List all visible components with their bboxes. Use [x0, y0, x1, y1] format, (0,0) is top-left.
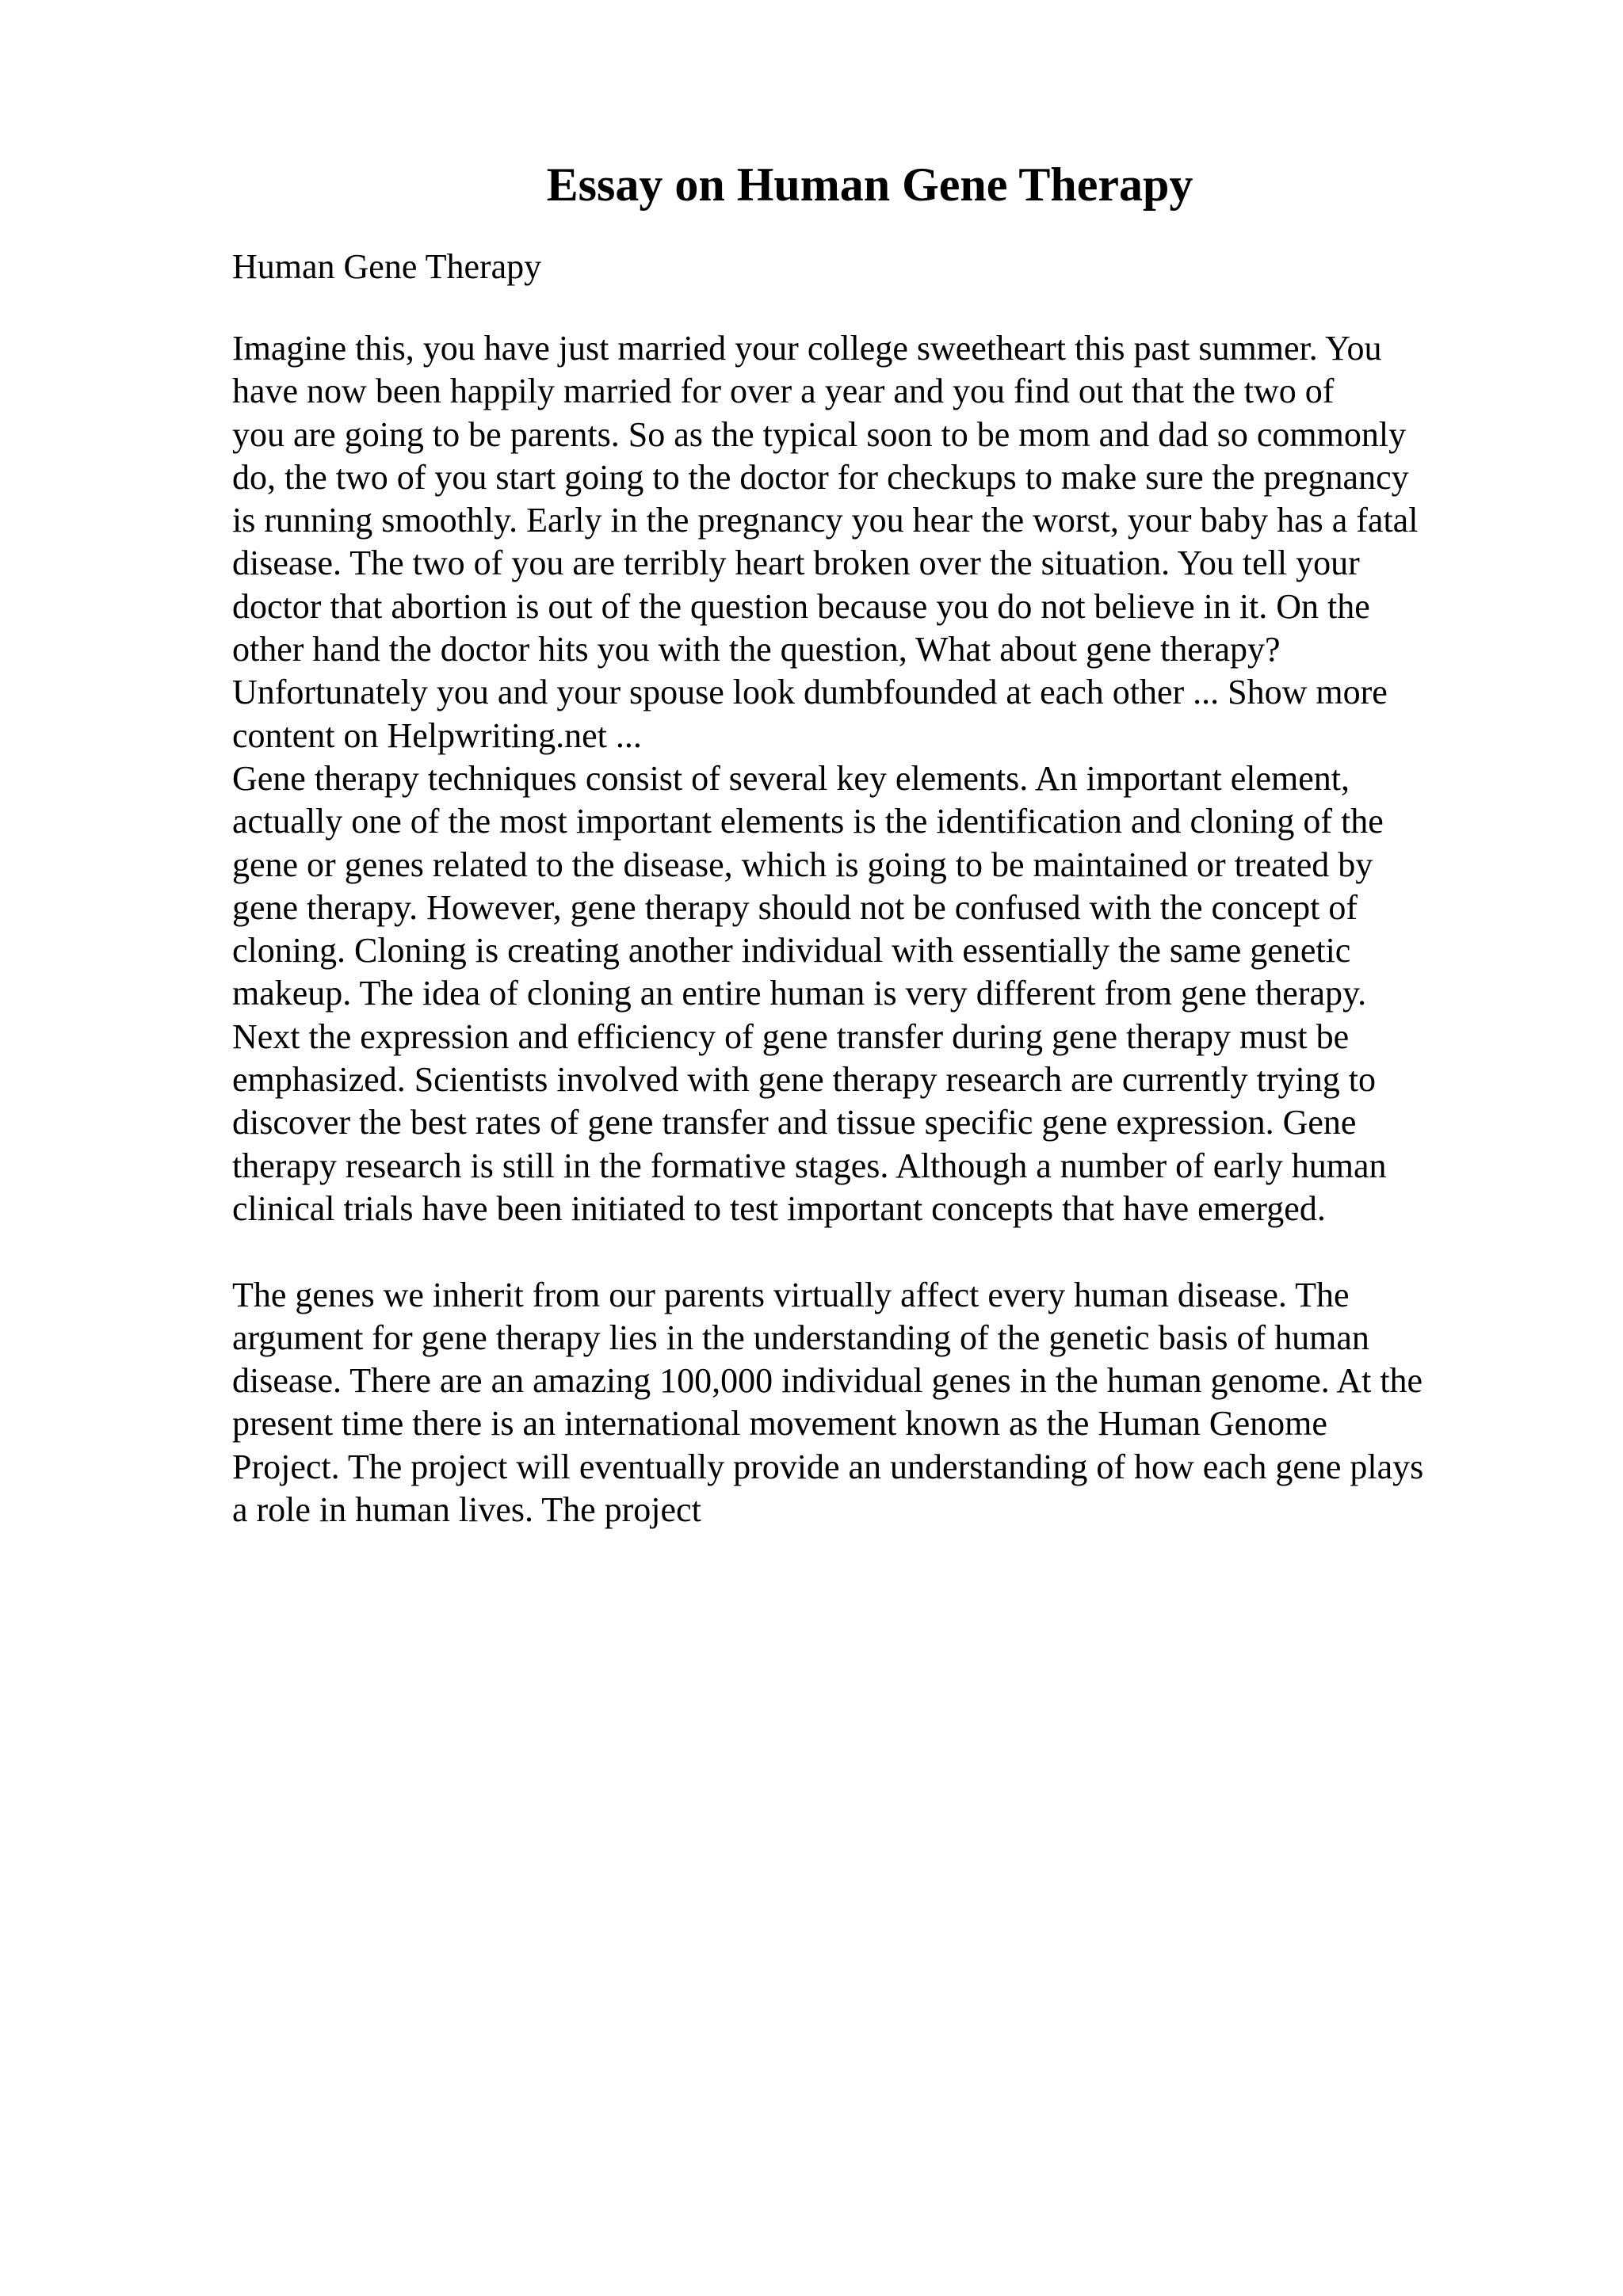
body-line: Next the expression and efficiency of gene transfer during gene therapy must be [232, 1016, 1350, 1056]
body-line: Unfortunately you and your spouse look dumbfounded at each other ... Show more [232, 673, 1388, 712]
document-title: Essay on Human Gene Therapy [546, 158, 1193, 211]
body-line: cloning. Cloning is creating another individual with essentially the same genetic [232, 931, 1351, 971]
body-line: The genes we inherit from our parents virtually affect every human disease. The [232, 1275, 1350, 1314]
body-line: is running smoothly. Early in the pregnancy you hear the worst, your baby has a fatal [232, 501, 1419, 540]
body-line: a role in human lives. The project [232, 1490, 701, 1530]
body-line: doctor that abortion is out of the question because you do not believe in it. On the [232, 586, 1370, 626]
body-line: argument for gene therapy lies in the understanding of the genetic basis of human [232, 1318, 1369, 1357]
paragraph-gap [232, 1230, 1579, 1273]
document-subtitle: Human Gene Therapy [232, 247, 542, 286]
body-line: disease. There are an amazing 100,000 individual genes in the human genome. At the [232, 1361, 1423, 1401]
body-line: actually one of the most important elements is the identification and cloning of the [232, 802, 1384, 841]
body-line: therapy research is still in the formative stages. Although a number of early human [232, 1146, 1387, 1185]
body-line: makeup. The idea of cloning an entire human is very different from gene therapy. [232, 974, 1367, 1013]
body-line: disease. The two of you are terribly heart broken over the situation. You tell your [232, 543, 1360, 583]
body-line: clinical trials have been initiated to test important concepts that have emerged. [232, 1188, 1326, 1228]
body-line: emphasized. Scientists involved with gene therapy research are currently trying to [232, 1060, 1376, 1100]
body-line: have now been happily married for over a year and you find out that the two of [232, 372, 1335, 411]
document-body [232, 327, 1579, 1531]
body-line: other hand the doctor hits you with the question, What about gene therapy? [232, 630, 1281, 669]
body-line: present time there is an international movement known as the Human Genome [232, 1404, 1327, 1444]
body-line: discover the best rates of gene transfer and tissue specific gene expression. Gene [232, 1103, 1357, 1142]
body-line: gene or genes related to the disease, which is going to be maintained or treated by [232, 845, 1373, 884]
body-line: Imagine this, you have just married your college sweetheart this past summer. You [232, 329, 1382, 368]
body-line: content on Helpwriting.net ... [232, 715, 642, 755]
body-line: Gene therapy techniques consist of several key elements. An important element, [232, 758, 1350, 798]
body-line: Project. The project will eventually provide an understanding of how each gene plays [232, 1447, 1424, 1486]
body-line: do, the two of you start going to the doctor for checkups to make sure the pregnancy [232, 457, 1409, 497]
body-line: you are going to be parents. So as the typical soon to be mom and dad so commonly [232, 414, 1407, 454]
body-line: gene therapy. However, gene therapy should not be confused with the concept of [232, 887, 1358, 927]
